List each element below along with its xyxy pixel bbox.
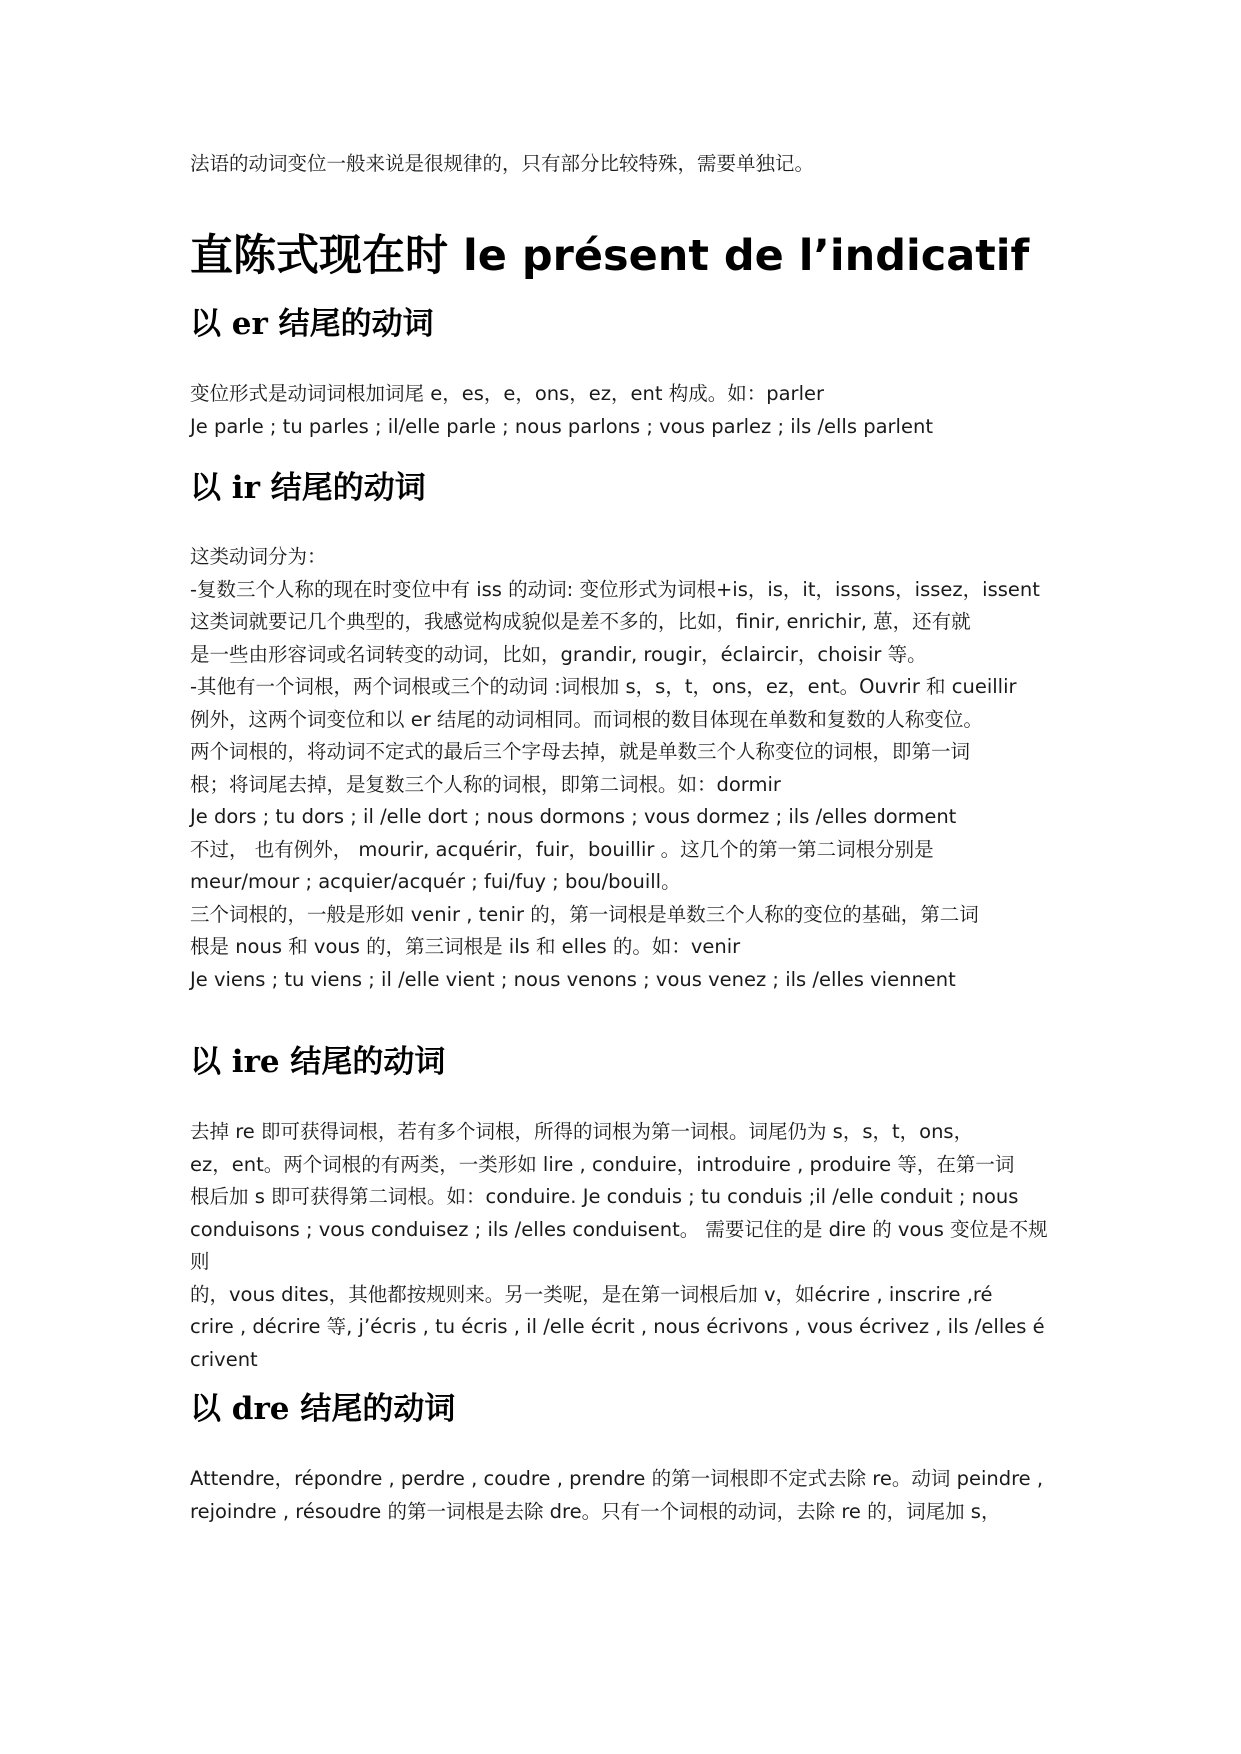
text-line: crire , décrire 等, j’écris , tu écris , il /elle écrit , nous écrivons , vous écrivez , ils /elles é <box>190 1315 1045 1338</box>
text-line: 根；将词尾去掉，是复数三个人称的词根，即第二词根。如：dormir <box>190 772 781 796</box>
section-heading-dre: 以 dre 结尾的动词 <box>190 1391 456 1427</box>
text-line: 这类词就要记几个典型的，我感觉构成貌似是差不多的，比如，finir, enrichir, 葸，还有就 <box>190 610 971 633</box>
text-line: 根后加 s 即可获得第二词根。如：conduire. Je conduis ; tu conduis ;il /elle conduit ; nous <box>190 1185 1019 1208</box>
text-line: -复数三个人称的现在时变位中有 iss 的动词: 变位形式为词根+is，is，it，issons，issez，issent <box>190 577 1040 601</box>
section-heading-ire: 以 ire 结尾的动词 <box>190 1044 446 1080</box>
text-line: 两个词根的，将动词不定式的最后三个字母去掉，就是单数三个人称变位的词根，即第一词 <box>190 740 971 763</box>
text-line: crivent <box>190 1347 258 1371</box>
text-line: Attendre，répondre , perdre , coudre , prendre 的第一词根即不定式去除 re。动词 peindre , <box>190 1467 1044 1490</box>
text-line: 三个词根的，一般是形如 venir , tenir 的，第一词根是单数三个人称的变位的基础，第二词 <box>190 902 979 926</box>
text-line: 不过， 也有例外， mourir, acquérir，fuir，bouillir 。这几个的第一第二词根分别是 <box>190 837 934 861</box>
text-line: -其他有一个词根，两个词根或三个的动词 :词根加 s，s，t，ons，ez，ent。Ouvrir 和 cueillir <box>190 675 1017 698</box>
text-line: 根是 nous 和 vous 的，第三词根是 ils 和 elles 的。如：venir <box>190 935 741 958</box>
intro-paragraph: 法语的动词变位一般来说是很规律的，只有部分比较特殊，需要单独记。 <box>190 152 815 175</box>
page-title: 直陈式现在时 le présent de l’indicatif <box>190 231 1030 281</box>
section-body-ir <box>190 541 1060 996</box>
text-line: meur/mour ; acquier/acquér ; fui/fuy ; bou/bouill。 <box>190 870 681 893</box>
text-line: 去掉 re 即可获得词根，若有多个词根，所得的词根为第一词根。词尾仍为 s，s，t，ons， <box>190 1120 974 1143</box>
text-line: conduisons ; vous conduisez ; ils /elles conduisent。 需要记住的是 dire 的 vous 变位是不规则 <box>190 1217 1048 1273</box>
text-line: Je parle ; tu parles ; il/elle parle ; nous parlons ; vous parlez ; ils /ells parlent <box>190 414 933 438</box>
text-line: 变位形式是动词词根加词尾 e，es，e，ons，ez，ent 构成。如：parler <box>190 382 825 405</box>
section-heading-ir: 以 ir 结尾的动词 <box>190 470 426 506</box>
section-body-dre <box>190 1463 1060 1528</box>
text-line: rejoindre , résoudre 的第一词根是去除 dre。只有一个词根的动词，去除 re 的，词尾加 s， <box>190 1499 1001 1523</box>
text-line: 这类动词分为： <box>190 545 327 568</box>
text-line: Je viens ; tu viens ; il /elle vient ; nous venons ; vous venez ; ils /elles viennent <box>190 967 956 991</box>
text-line: Je dors ; tu dors ; il /elle dort ; nous dormons ; vous dormez ; ils /elles dorment <box>190 805 957 828</box>
section-heading-er: 以 er 结尾的动词 <box>190 306 434 342</box>
text-line: 是一些由形容词或名词转变的动词，比如，grandir, rougir，éclaircir，choisir 等。 <box>190 642 927 666</box>
section-body-er <box>190 378 1060 443</box>
section-body-ire <box>190 1116 1060 1376</box>
text-line: 的，vous dites，其他都按规则来。另一类呢，是在第一词根后加 v，如écrire , inscrire ,ré <box>190 1282 993 1306</box>
text-line: 例外，这两个词变位和以 er 结尾的动词相同。而词根的数目体现在单数和复数的人称变位。 <box>190 707 983 731</box>
text-line: ez，ent。两个词根的有两类，一类形如 lire , conduire，introduire , produire 等，在第一词 <box>190 1152 1015 1176</box>
